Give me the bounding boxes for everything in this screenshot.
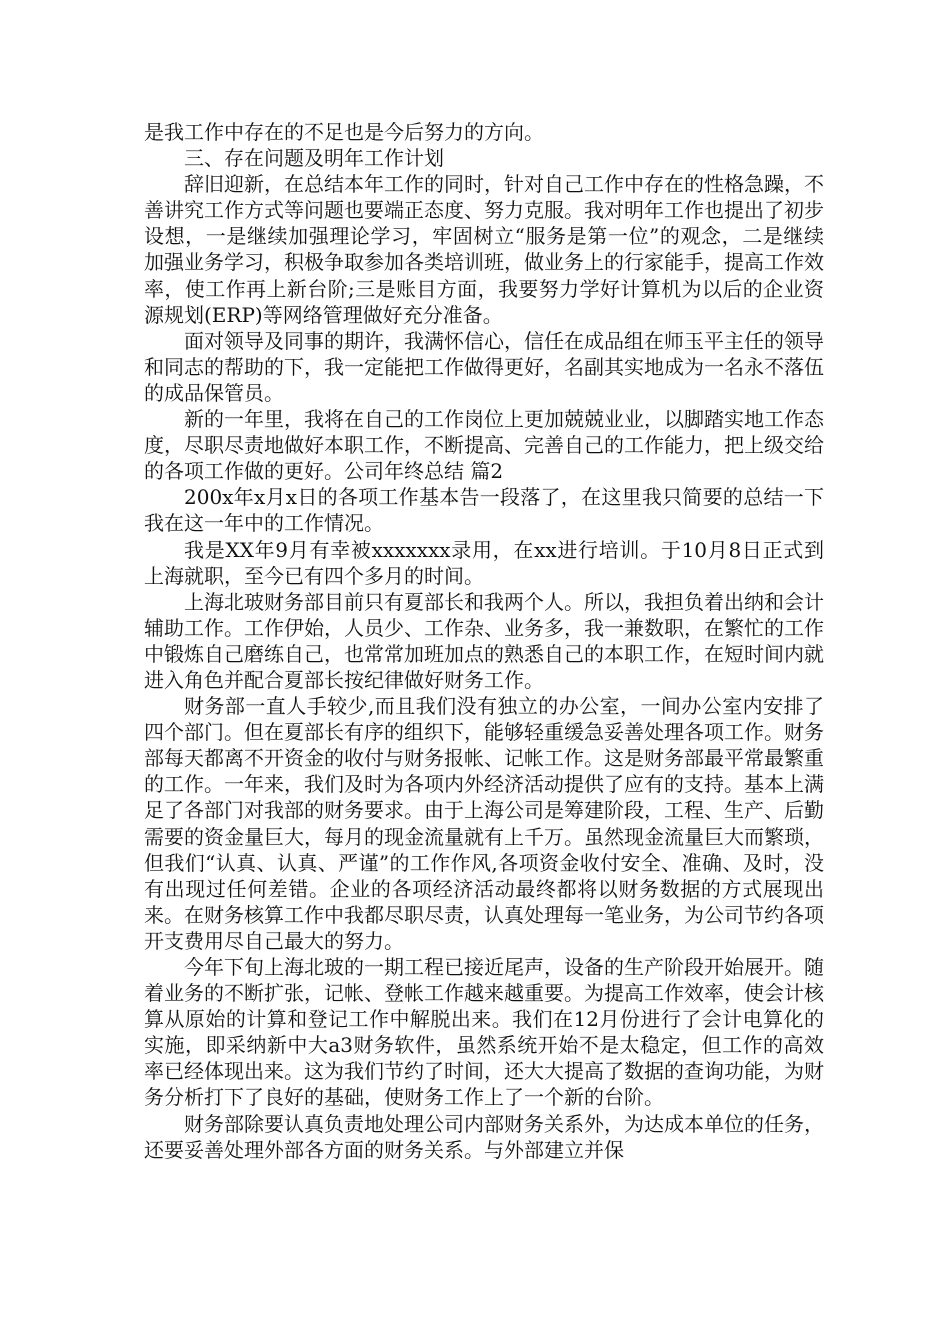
paragraph: 财务部除要认真负责地处理公司内部财务关系外，为达成本单位的任务，还要妥善处理外部各方面的财务关系。与外部建立并保 xyxy=(144,1111,824,1162)
paragraph: 上海北玻财务部目前只有夏部长和我两个人。所以，我担负着出纳和会计辅助工作。工作伊始，人员少、工作杂、业务多，我一兼数职，在繁忙的工作中锻炼自己磨练自己，也常常加班加点的熟悉自己的本职工作，在短时间内就进入角色并配合夏部长按纪律做好财务工作。 xyxy=(144,589,824,692)
section-heading: 三、存在问题及明年工作计划 xyxy=(184,146,444,171)
document-body xyxy=(144,119,824,1163)
paragraph: 200x年x月x日的各项工作基本告一段落了，在这里我只简要的总结一下我在这一年中的工作情况。 xyxy=(144,485,824,536)
paragraph: 我是XX年9月有幸被xxxxxxx录用，在xx进行培训。于10月8日正式到上海就职，至今已有四个多月的时间。 xyxy=(144,537,824,588)
paragraph: 财务部一直人手较少,而且我们没有独立的办公室，一间办公室内安排了四个部门。但在夏部长有序的组织下，能够轻重缓急妥善处理各项工作。财务部每天都离不开资金的收付与财务报帐、记帐工作。这是财务部最平常最繁重的工作。一年来，我们及时为各项内外经济活动提供了应有的支持。基本上满足了各部门对我部的财务要求。由于上海公司是筹建阶段，工程、生产、后勤需要的资金量巨大，每月的现金流量就有上千万。虽然现金流量巨大而繁琐，但我们“认真、认真、严谨”的工作作风,各项资金收付安全、准确、及时，没有出现过任何差错。企业的各项经济活动最终都将以财务数据的方式展现出来。在财务核算工作中我都尽职尽责，认真处理每一笔业务，为公司节约各项开支费用尽自己最大的努力。 xyxy=(144,694,824,953)
paragraph: 新的一年里，我将在自己的工作岗位上更加兢兢业业，以脚踏实地工作态度，尽职尽责地做好本职工作，不断提高、完善自己的工作能力，把上级交给的各项工作做的更好。公司年终总结 篇2 xyxy=(144,407,824,484)
paragraph: 是我工作中存在的不足也是今后努力的方向。 xyxy=(144,120,544,144)
paragraph: 面对领导及同事的期许，我满怀信心，信任在成品组在师玉平主任的领导和同志的帮助的下，我一定能把工作做得更好，名副其实地成为一名永不落伍的成品保管员。 xyxy=(144,328,824,405)
paragraph: 辞旧迎新，在总结本年工作的同时，针对自己工作中存在的性格急躁，不善讲究工作方式等问题也要端正态度、努力克服。我对明年工作也提出了初步设想，一是继续加强理论学习，牢固树立“服务是第一位”的观念，二是继续加强业务学习，积极争取参加各类培训班，做业务上的行家能手，提高工作效率，使工作再上新台阶;三是账目方面，我要努力学好计算机为以后的企业资源规划(ERP)等网络管理做好充分准备。 xyxy=(144,172,824,327)
paragraph: 今年下旬上海北玻的一期工程已接近尾声，设备的生产阶段开始展开。随着业务的不断扩张，记帐、登帐工作越来越重要。为提高工作效率，使会计核算从原始的计算和登记工作中解脱出来。我们在12月份进行了会计电算化的实施，即采纳新中大a3财务软件，虽然系统开始不是太稳定，但工作的高效率已经体现出来。这为我们节约了时间，还大大提高了数据的查询功能，为财务分析打下了良好的基础，使财务工作上了一个新的台阶。 xyxy=(144,955,824,1110)
